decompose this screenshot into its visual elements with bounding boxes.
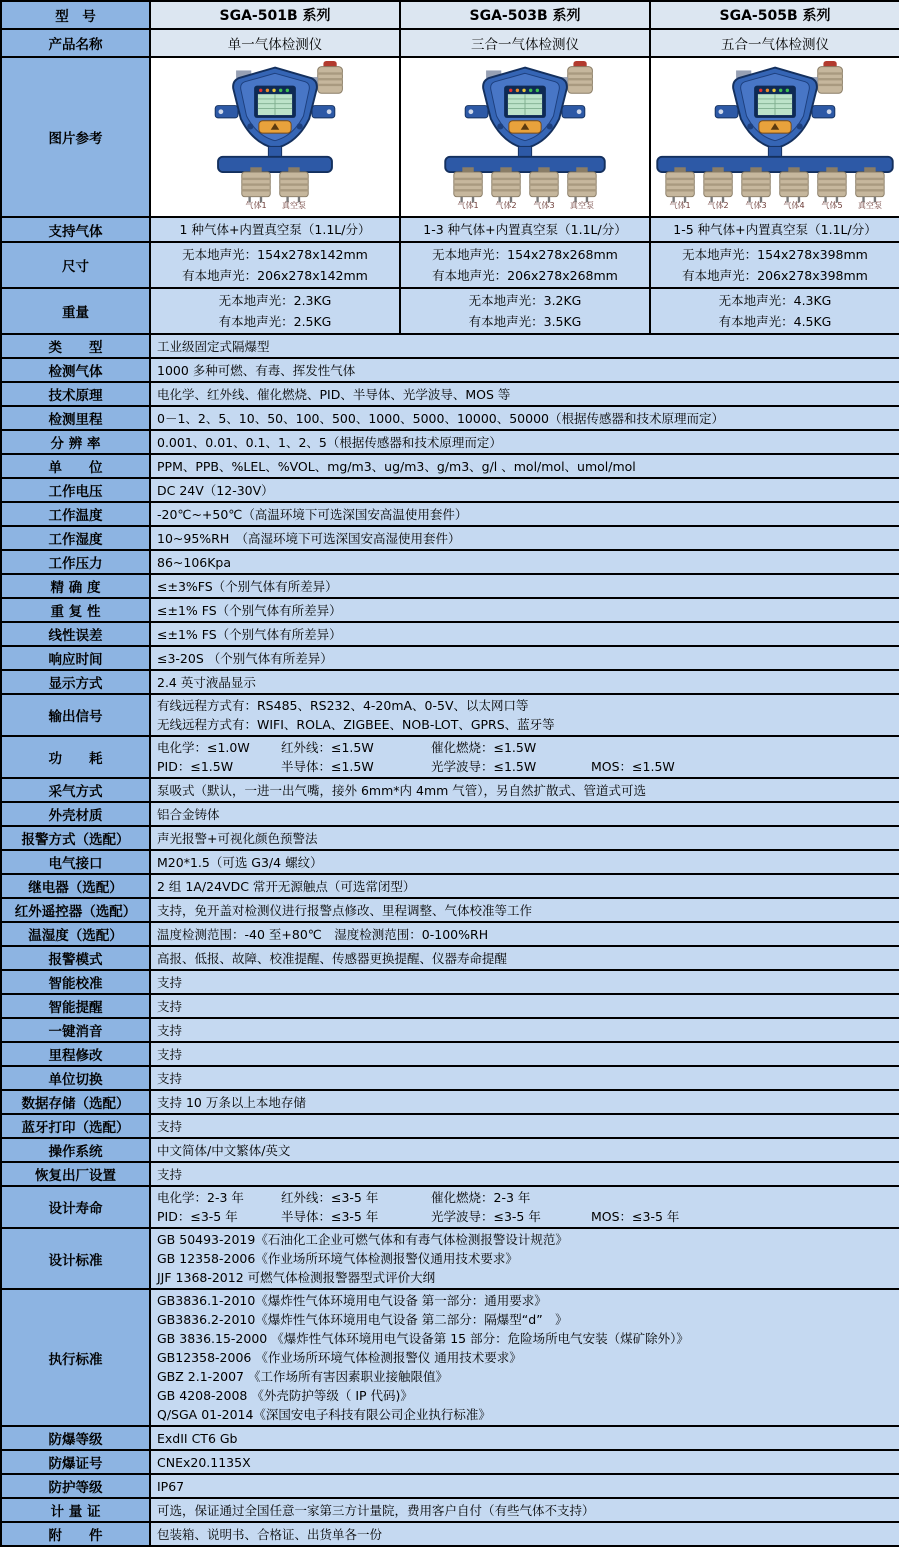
table-row bbox=[1, 1186, 899, 1228]
table-row bbox=[1, 430, 899, 454]
row-label: 响应时间 bbox=[1, 646, 150, 670]
spec-line: Q/SGA 01-2014《深国安电子科技有限公司企业执行标准》 bbox=[157, 1407, 491, 1422]
table-row-product-name bbox=[1, 29, 899, 57]
spec-line: ≤±1% FS（个别气体有所差异） bbox=[157, 602, 342, 618]
spec-segment: 半导体：≤1.5W bbox=[281, 759, 374, 774]
spec-line bbox=[157, 757, 893, 776]
spec-line: GB12358-2006 《作业场所环境气体检测报警仪 通用技术要求》 bbox=[157, 1350, 522, 1365]
spec-line: 可选，保证通过全国任意一家第三方计量院，费用客户自付（有些气体不支持） bbox=[157, 1502, 595, 1518]
spec-value-cell bbox=[150, 1522, 899, 1546]
model-name-cell: SGA-501B 系列 bbox=[150, 1, 400, 29]
device-image-cell bbox=[650, 57, 899, 217]
table-row bbox=[1, 1138, 899, 1162]
sensor-cylinder bbox=[742, 167, 770, 210]
spec-line: 无本地声光：2.3KG bbox=[218, 293, 332, 308]
spec-line: GBZ 2.1-2007 《工作场所有害因素职业接触限值》 bbox=[157, 1369, 448, 1384]
spec-value-cell bbox=[150, 622, 899, 646]
table-row bbox=[1, 288, 899, 334]
spec-value-cell bbox=[400, 242, 650, 288]
spec-line: IP67 bbox=[157, 1478, 185, 1494]
table-row bbox=[1, 946, 899, 970]
table-row bbox=[1, 1522, 899, 1546]
spec-value-cell bbox=[650, 217, 899, 242]
row-label: 采气方式 bbox=[1, 778, 150, 802]
spec-value-cell bbox=[150, 526, 899, 550]
sensor-manifold bbox=[657, 157, 892, 172]
table-row bbox=[1, 898, 899, 922]
spec-line: CNEx20.1135X bbox=[157, 1454, 251, 1470]
row-label: 技术原理 bbox=[1, 382, 150, 406]
spec-segment: 光学波导：≤3-5 年 bbox=[431, 1209, 541, 1224]
sensor-cylinder bbox=[280, 167, 308, 210]
table-row bbox=[1, 994, 899, 1018]
sensor-label: 气体2 bbox=[707, 201, 729, 210]
spec-segment: 催化燃烧：2-3 年 bbox=[431, 1190, 531, 1205]
spec-line: GB 4208-2008 《外壳防护等级（ IP 代码)》 bbox=[157, 1388, 413, 1403]
spec-segment: MOS：≤3-5 年 bbox=[591, 1209, 680, 1224]
row-label: 设计标准 bbox=[1, 1228, 150, 1289]
spec-line: 10~95%RH （高湿环境下可选深国安高湿使用套件） bbox=[157, 530, 461, 546]
sensor-cylinder bbox=[856, 167, 884, 210]
spec-line: JJF 1368-2012 可燃气体检测报警器型式评价大纲 bbox=[157, 1270, 436, 1285]
table-row bbox=[1, 1474, 899, 1498]
row-label: 单 位 bbox=[1, 454, 150, 478]
sensor-manifold bbox=[218, 157, 332, 172]
sensor-label: 气体1 bbox=[245, 201, 267, 210]
product-name-cell: 五合一气体检测仪 bbox=[650, 29, 899, 57]
spec-segment: 催化燃烧：≤1.5W bbox=[431, 740, 537, 755]
table-row bbox=[1, 334, 899, 358]
table-row bbox=[1, 478, 899, 502]
row-label: 重量 bbox=[1, 288, 150, 334]
model-name-cell: SGA-505B 系列 bbox=[650, 1, 899, 29]
table-row bbox=[1, 1228, 899, 1289]
spec-value-cell bbox=[150, 994, 899, 1018]
table-row bbox=[1, 694, 899, 736]
table-row bbox=[1, 358, 899, 382]
spec-value-cell bbox=[150, 1474, 899, 1498]
row-label: 一键消音 bbox=[1, 1018, 150, 1042]
spec-value-cell bbox=[150, 1228, 899, 1289]
sensor-label: 气体5 bbox=[821, 201, 843, 210]
row-label: 分 辨 率 bbox=[1, 430, 150, 454]
table-row bbox=[1, 574, 899, 598]
spec-line: 无本地声光：154x278x268mm bbox=[432, 247, 618, 262]
spec-line: GB3836.1-2010《爆炸性气体环境用电气设备 第一部分：通用要求》 bbox=[157, 1293, 547, 1308]
spec-value-cell bbox=[150, 430, 899, 454]
spec-line: 有本地声光：2.5KG bbox=[218, 314, 332, 329]
spec-value-cell bbox=[150, 778, 899, 802]
sensor-label: 真空泵 bbox=[281, 201, 307, 210]
spec-value-cell bbox=[150, 874, 899, 898]
sensor-cylinder bbox=[666, 167, 694, 210]
sensor-cylinder bbox=[242, 167, 270, 210]
row-label: 精 确 度 bbox=[1, 574, 150, 598]
table-row bbox=[1, 826, 899, 850]
table-row bbox=[1, 242, 899, 288]
gas-detector-illustration bbox=[402, 60, 648, 210]
spec-line: 0－1、2、5、10、50、100、500、1000、5000、10000、50000（根据传感器和技术原理而定） bbox=[157, 410, 724, 426]
spec-line: 电化学、红外线、催化燃烧、PID、半导体、光学波导、MOS 等 bbox=[157, 386, 511, 402]
spec-line: 有本地声光：206x278x142mm bbox=[182, 268, 368, 283]
spec-line: 支持 bbox=[157, 998, 183, 1014]
spec-value-cell bbox=[150, 802, 899, 826]
table-row-image bbox=[1, 57, 899, 217]
table-row bbox=[1, 778, 899, 802]
spec-value-cell bbox=[150, 826, 899, 850]
model-name-cell: SGA-503B 系列 bbox=[400, 1, 650, 29]
spec-line: -20℃~+50℃（高温环境下可选深国安高温使用套件） bbox=[157, 506, 468, 522]
row-label: 蓝牙打印（选配） bbox=[1, 1114, 150, 1138]
table-row bbox=[1, 598, 899, 622]
row-label-product-name: 产品名称 bbox=[1, 29, 150, 57]
spec-value-cell bbox=[150, 1498, 899, 1522]
sensor-label: 真空泵 bbox=[857, 201, 883, 210]
spec-line: 1-5 种气体+内置真空泵（1.1L/分） bbox=[673, 222, 877, 237]
spec-line: 声光报警+可视化颜色预警法 bbox=[157, 830, 318, 846]
row-label: 温湿度（选配） bbox=[1, 922, 150, 946]
row-label: 尺寸 bbox=[1, 242, 150, 288]
spec-line: 支持 bbox=[157, 1166, 183, 1182]
table-row bbox=[1, 1066, 899, 1090]
spec-line: 中文简体/中文繁体/英文 bbox=[157, 1142, 291, 1158]
spec-value-cell bbox=[150, 217, 400, 242]
table-row bbox=[1, 1114, 899, 1138]
spec-line: 有本地声光：3.5KG bbox=[468, 314, 582, 329]
spec-line: 无线远程方式有：WIFI、ROLA、ZIGBEE、NOB-LOT、GPRS、蓝牙等 bbox=[157, 717, 555, 732]
spec-line: 1 种气体+内置真空泵（1.1L/分） bbox=[179, 222, 371, 237]
spec-value-cell bbox=[150, 358, 899, 382]
spec-value-cell bbox=[150, 1042, 899, 1066]
table-row bbox=[1, 406, 899, 430]
sensor-label: 真空泵 bbox=[569, 201, 595, 210]
spec-line: 支持 bbox=[157, 1118, 183, 1134]
spec-line: 2.4 英寸液晶显示 bbox=[157, 674, 256, 690]
row-label: 报警模式 bbox=[1, 946, 150, 970]
sensor-label: 气体2 bbox=[495, 201, 517, 210]
row-label: 防护等级 bbox=[1, 1474, 150, 1498]
table-row bbox=[1, 736, 899, 778]
row-label: 工作电压 bbox=[1, 478, 150, 502]
row-label: 附 件 bbox=[1, 1522, 150, 1546]
table-row-model bbox=[1, 1, 899, 29]
row-label: 工作湿度 bbox=[1, 526, 150, 550]
spec-segment: MOS：≤1.5W bbox=[591, 759, 675, 774]
spec-line: 有本地声光：206x278x268mm bbox=[432, 268, 618, 283]
spec-segment: 红外线：≤1.5W bbox=[281, 740, 374, 755]
row-label: 智能提醒 bbox=[1, 994, 150, 1018]
spec-value-cell bbox=[150, 646, 899, 670]
spec-line: DC 24V（12-30V） bbox=[157, 482, 274, 498]
row-label-model: 型 号 bbox=[1, 1, 150, 29]
table-row bbox=[1, 1498, 899, 1522]
spec-line: 支持 bbox=[157, 974, 183, 990]
spec-line: GB3836.2-2010《爆炸性气体环境用电气设备 第二部分：隔爆型“d” 》 bbox=[157, 1312, 568, 1327]
spec-line: 有本地声光：4.5KG bbox=[718, 314, 832, 329]
spec-line: 高报、低报、故障、校准提醒、传感器更换提醒、仪器寿命提醒 bbox=[157, 950, 508, 966]
row-label: 工作压力 bbox=[1, 550, 150, 574]
table-row bbox=[1, 382, 899, 406]
spec-line: ExdII CT6 Gb bbox=[157, 1430, 238, 1446]
table-row bbox=[1, 922, 899, 946]
row-label: 外壳材质 bbox=[1, 802, 150, 826]
row-label: 功 耗 bbox=[1, 736, 150, 778]
sensor-cylinder bbox=[568, 167, 596, 210]
gas-detector-illustration bbox=[152, 60, 398, 210]
row-label: 防爆等级 bbox=[1, 1426, 150, 1450]
table-row bbox=[1, 1426, 899, 1450]
row-label: 显示方式 bbox=[1, 670, 150, 694]
row-label: 执行标准 bbox=[1, 1289, 150, 1426]
spec-line: 无本地声光：154x278x142mm bbox=[182, 247, 368, 262]
product-name-cell: 单一气体检测仪 bbox=[150, 29, 400, 57]
spec-segment: PID：≤3-5 年 bbox=[157, 1209, 238, 1224]
spec-line: M20*1.5（可选 G3/4 螺纹） bbox=[157, 854, 323, 870]
spec-line: 无本地声光：154x278x398mm bbox=[682, 247, 868, 262]
spec-segment: 红外线：≤3-5 年 bbox=[281, 1190, 379, 1205]
spec-value-cell bbox=[150, 694, 899, 736]
spec-value-cell bbox=[150, 898, 899, 922]
spec-line: 工业级固定式隔爆型 bbox=[157, 338, 270, 354]
spec-line: ≤±1% FS（个别气体有所差异） bbox=[157, 626, 342, 642]
row-label: 里程修改 bbox=[1, 1042, 150, 1066]
row-label: 类 型 bbox=[1, 334, 150, 358]
spec-line: 无本地声光：4.3KG bbox=[718, 293, 832, 308]
spec-line bbox=[157, 1188, 893, 1207]
spec-value-cell bbox=[150, 946, 899, 970]
table-row bbox=[1, 1289, 899, 1426]
product-name-cell: 三合一气体检测仪 bbox=[400, 29, 650, 57]
table-row bbox=[1, 526, 899, 550]
sensor-cylinder bbox=[530, 167, 558, 210]
row-label: 输出信号 bbox=[1, 694, 150, 736]
sensor-cylinder bbox=[454, 167, 482, 210]
spec-value-cell bbox=[150, 382, 899, 406]
row-label: 数据存储（选配） bbox=[1, 1090, 150, 1114]
spec-line: 86~106Kpa bbox=[157, 554, 232, 570]
sensor-label: 气体4 bbox=[783, 201, 805, 210]
spec-value-cell bbox=[150, 574, 899, 598]
spec-line: GB 12358-2006《作业场所环境气体检测报警仪通用技术要求》 bbox=[157, 1251, 518, 1266]
row-label: 工作温度 bbox=[1, 502, 150, 526]
spec-value-cell bbox=[150, 406, 899, 430]
sensor-label: 气体1 bbox=[669, 201, 691, 210]
spec-value-cell bbox=[150, 1066, 899, 1090]
spec-line: 支持，免开盖对检测仪进行报警点修改、里程调整、气体校准等工作 bbox=[157, 902, 533, 918]
row-label: 红外遥控器（选配） bbox=[1, 898, 150, 922]
spec-line: 包装箱、说明书、合格证、出货单各一份 bbox=[157, 1526, 383, 1542]
spec-value-cell bbox=[150, 1114, 899, 1138]
row-label: 检测里程 bbox=[1, 406, 150, 430]
device-image-cell bbox=[150, 57, 400, 217]
row-label: 智能校准 bbox=[1, 970, 150, 994]
sensor-cylinder bbox=[704, 167, 732, 210]
table-row bbox=[1, 622, 899, 646]
spec-segment: 电化学：≤1.0W bbox=[157, 740, 250, 755]
table-row bbox=[1, 850, 899, 874]
table-row bbox=[1, 1162, 899, 1186]
gas-detector-illustration bbox=[652, 60, 898, 210]
spec-value-cell bbox=[150, 1162, 899, 1186]
spec-line: 有线远程方式有：RS485、RS232、4-20mA、0-5V、以太网口等 bbox=[157, 698, 529, 713]
spec-value-cell bbox=[150, 1138, 899, 1162]
spec-segment: 半导体：≤3-5 年 bbox=[281, 1209, 379, 1224]
row-label: 重 复 性 bbox=[1, 598, 150, 622]
sensor-label: 气体3 bbox=[533, 201, 555, 210]
row-label: 线性误差 bbox=[1, 622, 150, 646]
spec-line: 0.001、0.01、0.1、1、2、5（根据传感器和技术原理而定） bbox=[157, 434, 502, 450]
row-label: 计 量 证 bbox=[1, 1498, 150, 1522]
spec-line: 泵吸式（默认，一进一出气嘴，接外 6mm*内 4mm 气管），另自然扩散式、管道式可选 bbox=[157, 782, 647, 798]
spec-value-cell bbox=[400, 217, 650, 242]
spec-line: GB 3836.15-2000 《爆炸性气体环境用电气设备第 15 部分：危险场所电气安装（煤矿除外）》 bbox=[157, 1331, 689, 1346]
spec-value-cell bbox=[150, 736, 899, 778]
sensor-cylinder bbox=[780, 167, 808, 210]
spec-value-cell bbox=[150, 922, 899, 946]
table-row bbox=[1, 1090, 899, 1114]
spec-value-cell bbox=[150, 478, 899, 502]
spec-line: GB 50493-2019《石油化工企业可燃气体和有毒气体检测报警设计规范》 bbox=[157, 1232, 568, 1247]
row-label-image: 图片参考 bbox=[1, 57, 150, 217]
spec-value-cell bbox=[150, 1426, 899, 1450]
table-row bbox=[1, 874, 899, 898]
table-row bbox=[1, 454, 899, 478]
table-row bbox=[1, 1018, 899, 1042]
spec-value-cell bbox=[150, 598, 899, 622]
sensor-cylinder bbox=[492, 167, 520, 210]
spec-value-cell bbox=[150, 550, 899, 574]
table-row bbox=[1, 970, 899, 994]
spec-value-cell bbox=[150, 1090, 899, 1114]
spec-table-body bbox=[1, 1, 899, 1546]
device-image-cell bbox=[400, 57, 650, 217]
spec-value-cell bbox=[150, 970, 899, 994]
spec-line: 1000 多种可燃、有毒、挥发性气体 bbox=[157, 362, 356, 378]
sensor-label: 气体3 bbox=[745, 201, 767, 210]
spec-line: 无本地声光：3.2KG bbox=[468, 293, 582, 308]
table-row bbox=[1, 550, 899, 574]
table-row bbox=[1, 502, 899, 526]
spec-value-cell bbox=[150, 502, 899, 526]
row-label: 单位切换 bbox=[1, 1066, 150, 1090]
spec-line bbox=[157, 1207, 893, 1226]
spec-value-cell bbox=[150, 1186, 899, 1228]
spec-line: PPM、PPB、%LEL、%VOL、mg/m3、ug/m3、g/m3、g/l 、mol/mol、umol/mol bbox=[157, 458, 636, 474]
row-label: 设计寿命 bbox=[1, 1186, 150, 1228]
row-label: 报警方式（选配） bbox=[1, 826, 150, 850]
spec-segment: PID：≤1.5W bbox=[157, 759, 234, 774]
spec-segment: 电化学：2-3 年 bbox=[157, 1190, 244, 1205]
spec-value-cell bbox=[150, 334, 899, 358]
spec-value-cell bbox=[650, 242, 899, 288]
spec-value-cell bbox=[150, 850, 899, 874]
spec-line: ≤3-20S （个别气体有所差异） bbox=[157, 650, 333, 666]
table-row bbox=[1, 217, 899, 242]
spec-line bbox=[157, 738, 893, 757]
row-label: 支持气体 bbox=[1, 217, 150, 242]
spec-line: 有本地声光：206x278x398mm bbox=[682, 268, 868, 283]
spec-line: 支持 10 万条以上本地存储 bbox=[157, 1094, 306, 1110]
spec-segment: 光学波导：≤1.5W bbox=[431, 759, 537, 774]
spec-value-cell bbox=[150, 454, 899, 478]
spec-line: 铝合金铸体 bbox=[157, 806, 220, 822]
spec-line: 支持 bbox=[157, 1022, 183, 1038]
row-label: 恢复出厂设置 bbox=[1, 1162, 150, 1186]
table-row bbox=[1, 1042, 899, 1066]
spec-line: 1-3 种气体+内置真空泵（1.1L/分） bbox=[423, 222, 627, 237]
spec-value-cell bbox=[150, 670, 899, 694]
spec-value-cell bbox=[150, 288, 400, 334]
spec-line: 温度检测范围：-40 至+80℃ 湿度检测范围：0-100%RH bbox=[157, 926, 489, 942]
spec-value-cell bbox=[150, 1018, 899, 1042]
row-label: 防爆证号 bbox=[1, 1450, 150, 1474]
spec-value-cell bbox=[150, 1289, 899, 1426]
spec-line: 2 组 1A/24VDC 常开无源触点（可选常闭型） bbox=[157, 878, 416, 894]
spec-line: 支持 bbox=[157, 1046, 183, 1062]
sensor-cylinder bbox=[818, 167, 846, 210]
row-label: 继电器（选配） bbox=[1, 874, 150, 898]
spec-line: 支持 bbox=[157, 1070, 183, 1086]
table-row bbox=[1, 670, 899, 694]
spec-value-cell bbox=[150, 242, 400, 288]
row-label: 操作系统 bbox=[1, 1138, 150, 1162]
row-label: 检测气体 bbox=[1, 358, 150, 382]
spec-value-cell bbox=[400, 288, 650, 334]
spec-line: ≤±3%FS（个别气体有所差异） bbox=[157, 578, 338, 594]
table-row bbox=[1, 802, 899, 826]
table-row bbox=[1, 646, 899, 670]
row-label: 电气接口 bbox=[1, 850, 150, 874]
spec-value-cell bbox=[650, 288, 899, 334]
sensor-label: 气体1 bbox=[457, 201, 479, 210]
